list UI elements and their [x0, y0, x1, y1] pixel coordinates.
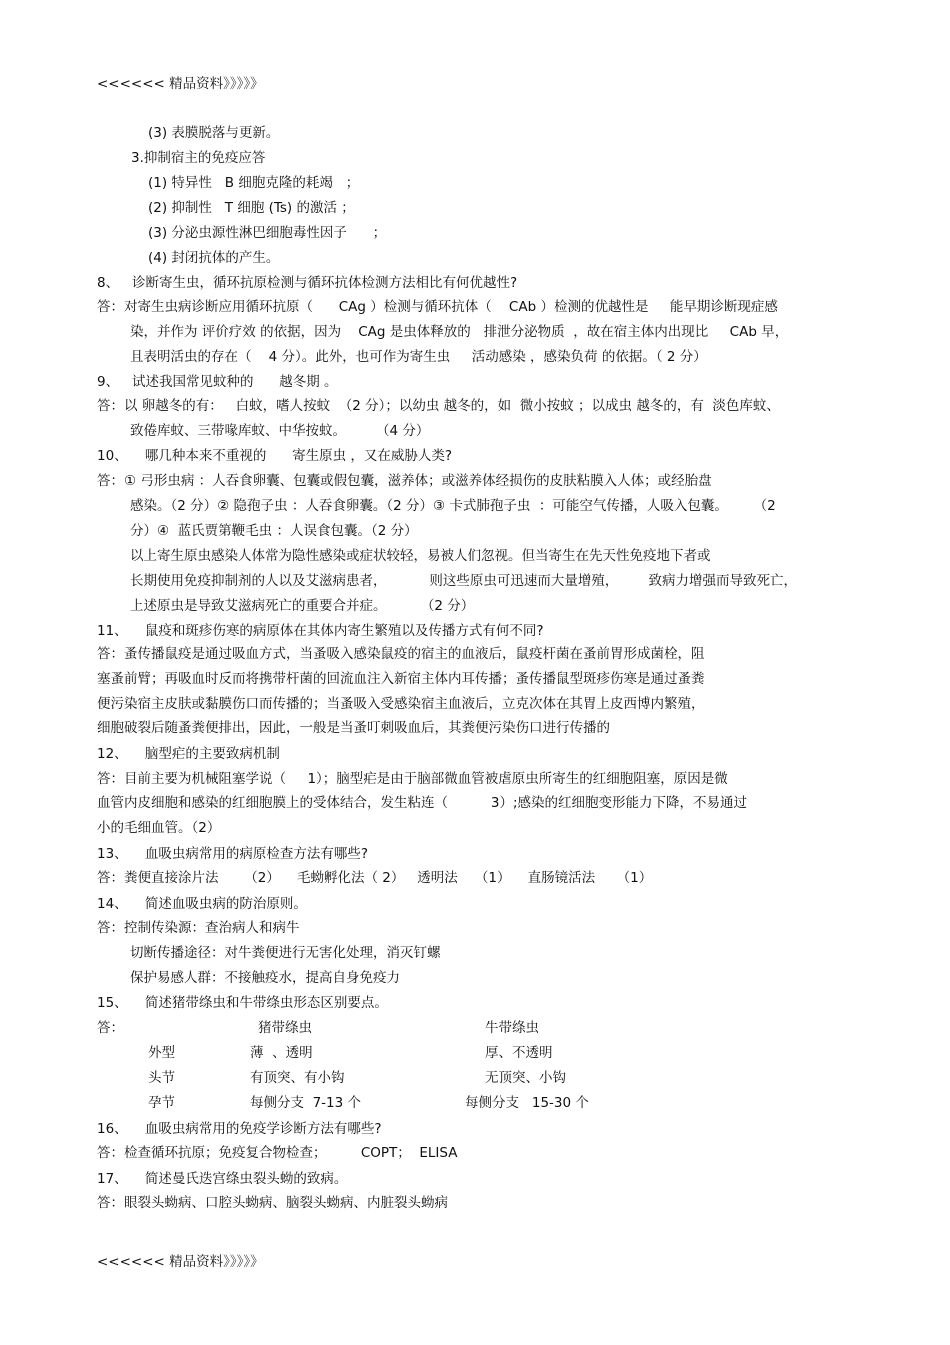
text-line: 长期使用免疫抑制剂的人以及艾滋病患者， 则这些原虫可迅速而大量增殖， 致病力增强而导致死亡，	[130, 573, 797, 589]
table-cell: 厚、不透明	[485, 1045, 553, 1061]
table-header-cell: 牛带绦虫	[485, 1020, 539, 1036]
text-line: 答：① 弓形虫病 ：人吞食卵囊、包囊或假包囊，滋养体；或滋养体经损伤的皮肤粘膜入人体；或经胎盘	[97, 473, 712, 489]
text-line: 小的毛细血管。（2）	[97, 820, 221, 836]
text-line: 细胞破裂后随蚤粪便排出，因此，一般是当蚤叮刺吸血后，其粪便污染伤口进行传播的	[97, 720, 610, 736]
question-line: 13、 血吸虫病常用的病原检查方法有哪些?	[97, 846, 369, 862]
table-cell: 孕节	[148, 1095, 175, 1111]
text-line: (3) 分泌虫源性淋巴细胞毒性因子 ；	[148, 225, 387, 241]
text-line: 感染。（2 分）② 隐孢子虫 ：人吞食卵囊。（2 分）③ 卡式肺孢子虫 ：可能空气传播，人吸入包囊。 （2	[130, 498, 776, 514]
text-line: 血管内皮细胞和感染的红细胞膜上的受体结合，发生粘连（ 3）;感染的红细胞变形能力下降，不易通过	[97, 795, 748, 811]
question-line: 17、 简述曼氏迭宫绦虫裂头蚴的致病。	[97, 1171, 348, 1187]
text-line: 答：目前主要为机械阻塞学说（ 1）；脑型疟是由于脑部微血管被虐原虫所寄生的红细胞阻塞，原因是微	[97, 771, 728, 787]
text-line: 上述原虫是导致艾滋病死亡的重要合并症。 （2 分）	[130, 598, 475, 614]
table-cell: 有顶突、有小钩	[250, 1070, 345, 1086]
text-line: 染，并作为 评价疗效 的依据，因为 CAg 是虫体释放的 排泄分泌物质 ，故在宿主体内出现比 CAb 早，	[130, 324, 789, 340]
text-line: 切断传播途径：对牛粪便进行无害化处理，消灭钉螺	[130, 945, 441, 961]
question-line: 12、 脑型疟的主要致病机制	[97, 746, 280, 762]
text-line: 答：检查循环抗原；免疫复合物检查； COPT； ELISA	[97, 1145, 458, 1161]
question-line: 14、 简述血吸虫病的防治原则。	[97, 896, 307, 912]
text-line: (1) 特异性 B 细胞克隆的耗竭 ；	[148, 175, 360, 191]
table-cell: 无顶突、小钩	[485, 1070, 566, 1086]
text-line: 3.抑制宿主的免疫应答	[131, 150, 266, 166]
text-line: 便污染宿主皮肤或黏膜伤口而传播的；当蚤吸入受感染宿主血液后，立克次体在其胃上皮西博内繁殖，	[97, 696, 705, 712]
text-line: (3) 表膜脱落与更新。	[148, 125, 280, 141]
table-header-cell: 猪带绦虫	[258, 1020, 312, 1036]
text-line: 塞蚤前臂；再吸血时反而将携带杆菌的回流血注入新宿主体内耳传播；蚤传播鼠型斑疹伤寒是通过蚤粪	[97, 671, 705, 687]
table-cell: 薄 、透明	[250, 1045, 313, 1061]
question-line: 9、 试述我国常见蚊种的 越冬期 。	[97, 374, 338, 390]
table-cell: 外型	[148, 1045, 175, 1061]
question-line: 8、 诊断寄生虫，循环抗原检测与循环抗体检测方法相比有何优越性?	[97, 275, 518, 291]
question-line: 11、 鼠疫和斑疹伤寒的病原体在其体内寄生繁殖以及传播方式有何不同?	[97, 623, 544, 639]
table-cell: 头节	[148, 1070, 175, 1086]
text-line: 以上寄生原虫感染人体常为隐性感染或症状较轻，易被人们忽视。但当寄生在先天性免疫地下者或	[130, 548, 711, 564]
text-line: 答：以 卵越冬的有： 白蚊，嗜人按蚊 （2 分）；以幼虫 越冬的，如 微小按蚊 ；以成虫 越冬的，有 淡色库蚊、	[97, 398, 780, 414]
text-line: 答：眼裂头蚴病、口腔头蚴病、脑裂头蚴病、内脏裂头蚴病	[97, 1195, 448, 1211]
page-footer: <<<<<< 精品资料》》》》》	[97, 1254, 264, 1270]
text-line: (2) 抑制性 T 细胞 (Ts) 的激活 ；	[148, 200, 355, 216]
text-line: 答：蚤传播鼠疫是通过吸血方式，当蚤吸入感染鼠疫的宿主的血液后，鼠疫杆菌在蚤前胃形成菌栓，阻	[97, 646, 705, 662]
text-line: 答：对寄生虫病诊断应用循环抗原（ CAg ）检测与循环抗体（ CAb ）检测的优越性是 能早期诊断现症感	[97, 299, 778, 315]
question-line: 16、 血吸虫病常用的免疫学诊断方法有哪些?	[97, 1121, 382, 1137]
text-line: 致倦库蚊、三带喙库蚊、中华按蚊。 （4 分）	[130, 423, 430, 439]
text-line: 答：控制传染源：查治病人和病牛	[97, 920, 300, 936]
text-line: 保护易感人群：不接触疫水，提高自身免疫力	[130, 970, 400, 986]
question-line: 10、 哪几种本来不重视的 寄生原虫 ，又在威胁人类?	[97, 448, 453, 464]
question-line: 15、 简述猪带绦虫和牛带绦虫形态区别要点。	[97, 995, 388, 1011]
table-cell: 每侧分支 15-30 个	[465, 1095, 589, 1111]
page-header: <<<<<< 精品资料》》》》》	[97, 76, 264, 92]
table-cell: 每侧分支 7-13 个	[250, 1095, 362, 1111]
text-line: 答：粪便直接涂片法 （2） 毛蚴孵化法（ 2） 透明法 （1） 直肠镜活法 （1）	[97, 870, 653, 886]
text-line: 分）④ 蓝氏贾第鞭毛虫 ：人误食包囊。（2 分）	[130, 523, 418, 539]
text-line: (4) 封闭抗体的产生。	[148, 250, 280, 266]
text-line: 且表明活虫的存在（ 4 分）。此外，也可作为寄生虫 活动感染 ，感染负荷 的依据。（ 2 分）	[130, 349, 707, 365]
answer-label: 答：	[97, 1020, 124, 1036]
